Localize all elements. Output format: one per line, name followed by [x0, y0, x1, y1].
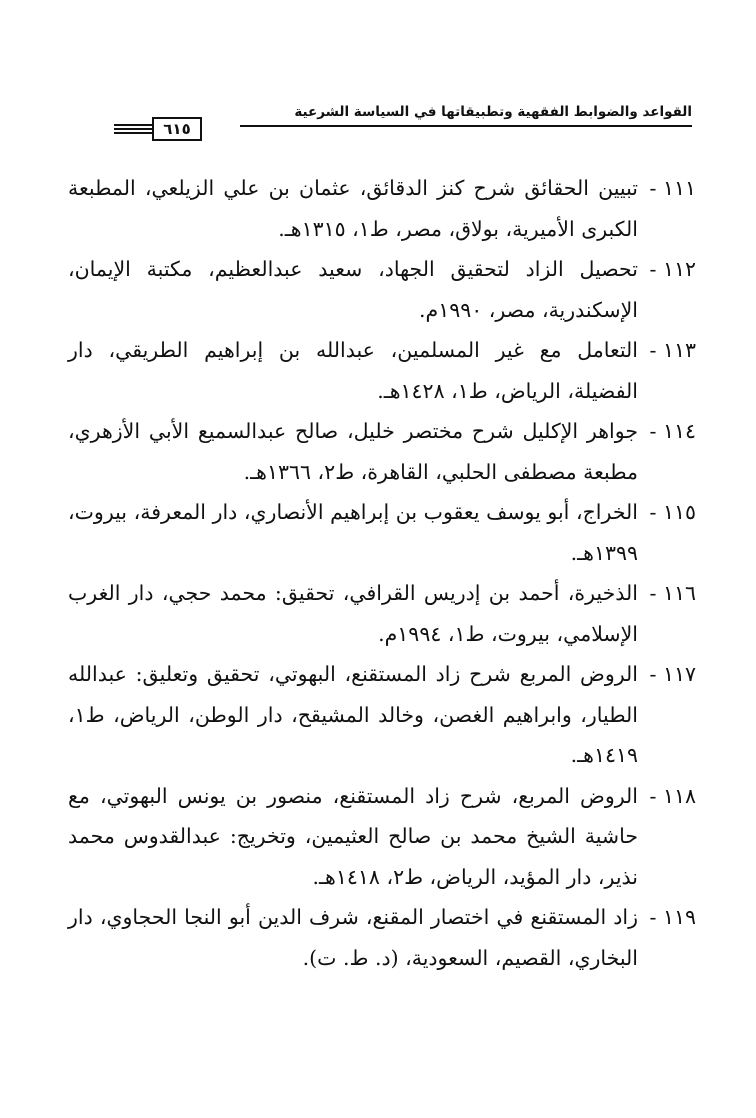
bibliography-entry: [68, 492, 696, 573]
entry-number: ١١٢: [662, 257, 696, 281]
entry-dash: -: [649, 500, 657, 524]
entry-dash: -: [649, 662, 657, 686]
entry-number: ١١٣: [662, 338, 696, 362]
entry-number: ١١٨: [662, 783, 696, 808]
entry-text: جواهر الإكليل شرح مختصر خليل، صالح عبدالسميع الأبي الأزهري، مطبعة مصطفى الحلبي، القاهرة، ط٢، ١٣٦٦هـ.: [68, 419, 638, 484]
entry-dash: -: [649, 905, 657, 929]
entry-text: الخراج، أبو يوسف يعقوب بن إبراهيم الأنصاري، دار المعرفة، بيروت، ١٣٩٩هـ.: [68, 500, 638, 565]
entry-text: تبيين الحقائق شرح كنز الدقائق، عثمان بن علي الزيلعي، المطبعة الكبرى الأميرية، بولاق، مصر، ط١، ١٣١٥هـ.: [68, 176, 638, 241]
bibliography-entry: [68, 330, 696, 411]
bibliography-entry: [68, 654, 696, 776]
bibliography-entry: [68, 573, 696, 654]
entry-dash: -: [649, 338, 657, 362]
entry-number: ١١٩: [662, 905, 696, 929]
entry-number: ١١٤: [662, 419, 696, 443]
entry-text: تحصيل الزاد لتحقيق الجهاد، سعيد عبدالعظيم، مكتبة الإيمان، الإسكندرية، مصر، ١٩٩٠م.: [68, 257, 638, 322]
entry-dash: -: [649, 581, 657, 605]
entry-text: الروض المربع، شرح زاد المستقنع، منصور بن يونس البهوتي، مع حاشية الشيخ محمد بن صالح العثيمين، وتخريج: عبدالقدوس محمد نذير، دار المؤيد، الرياض، ط٢، ١٤١٨هـ.: [68, 783, 638, 889]
bibliography-entry: [68, 411, 696, 492]
entry-dash: -: [649, 419, 657, 443]
bibliography-list: [68, 168, 696, 978]
header-rule: [240, 125, 692, 127]
bibliography-entry: [68, 168, 696, 249]
header-ornament-bars: [114, 124, 152, 134]
running-title: القواعد والضوابط الفقهية وتطبيقاتها في السياسة الشرعية: [294, 104, 692, 120]
entry-number: ١١٧: [662, 662, 696, 686]
bibliography-entry: [68, 249, 696, 330]
bibliography-entry: [68, 776, 696, 898]
entry-number: ١١٥: [662, 500, 696, 524]
entry-number: ١١١: [662, 176, 696, 200]
entry-dash: -: [649, 257, 657, 281]
entry-text: الروض المربع شرح زاد المستقنع، البهوتي، تحقيق وتعليق: عبدالله الطيار، وابراهيم الغصن، وخالد المشيقح، دار الوطن، الرياض، ط١، ١٤١٩هـ.: [68, 662, 638, 767]
entry-dash: -: [649, 176, 657, 200]
entry-text: زاد المستقنع في اختصار المقنع، شرف الدين أبو النجا الحجاوي، دار البخاري، القصيم، السعودية، (د. ط. ت).: [68, 905, 638, 970]
entry-dash: -: [649, 783, 657, 808]
bibliography-entry: [68, 897, 696, 978]
entry-text: الذخيرة، أحمد بن إدريس القرافي، تحقيق: محمد حجي، دار الغرب الإسلامي، بيروت، ط١، ١٩٩٤م.: [68, 581, 638, 646]
entry-number: ١١٦: [662, 581, 696, 605]
page-number: ٦١٥: [152, 117, 202, 141]
entry-text: التعامل مع غير المسلمين، عبدالله بن إبراهيم الطريقي، دار الفضيلة، الرياض، ط١، ١٤٢٨هـ.: [68, 338, 638, 403]
